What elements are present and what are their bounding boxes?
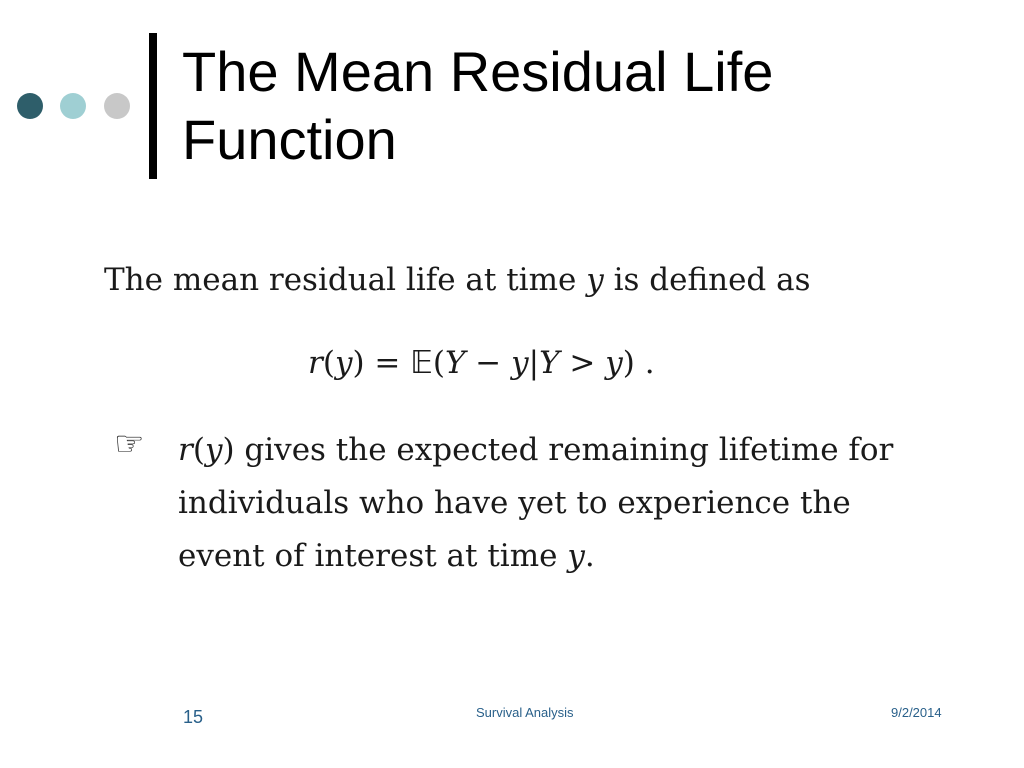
formula-open-2: ( bbox=[432, 345, 445, 381]
bullet-r: r bbox=[178, 432, 193, 468]
bullet-line-3-prefix: event of interest at time bbox=[178, 538, 568, 574]
pointing-hand-icon: ☞ bbox=[114, 424, 145, 464]
dot-mid-icon bbox=[60, 93, 86, 119]
formula-y-1: y bbox=[334, 345, 353, 381]
formula-Y-1: Y bbox=[444, 345, 466, 381]
bullet-explanation bbox=[178, 424, 968, 583]
mean-residual-life-formula bbox=[308, 343, 655, 383]
formula-open-1: ( bbox=[322, 345, 335, 381]
slide-title bbox=[182, 38, 982, 174]
bullet-line-2: individuals who have yet to experience the bbox=[178, 485, 851, 521]
formula-minus: − bbox=[465, 345, 512, 381]
formula-y-2: y bbox=[511, 345, 529, 381]
formula-Y-2: Y bbox=[539, 345, 560, 381]
bullet-line-3 bbox=[178, 530, 968, 583]
intro-suffix: is defined as bbox=[603, 262, 811, 298]
footer-title: Survival Analysis bbox=[476, 705, 574, 720]
formula-y-3: y bbox=[605, 345, 623, 381]
bullet-line-1-text: gives the expected remaining lifetime for bbox=[234, 432, 894, 468]
intro-variable: y bbox=[586, 262, 604, 298]
title-divider-bar bbox=[149, 33, 157, 179]
intro-prefix: The mean residual life at time bbox=[104, 262, 587, 298]
formula-r: r bbox=[308, 345, 323, 381]
bullet-open: ( bbox=[192, 432, 205, 468]
slide-number: 15 bbox=[183, 707, 204, 727]
formula-bar: | bbox=[528, 345, 540, 381]
bullet-line-3-suffix: . bbox=[584, 538, 595, 574]
definition-intro bbox=[104, 260, 811, 300]
bullet-line-1 bbox=[178, 424, 968, 477]
slide-title-line-2: Function bbox=[182, 108, 397, 171]
formula-close-2: ) . bbox=[622, 345, 655, 381]
formula-gt: > bbox=[559, 345, 606, 381]
footer-date: 9/2/2014 bbox=[891, 705, 942, 720]
formula-close-1: ) = bbox=[352, 345, 411, 381]
bullet-y: y bbox=[204, 432, 223, 468]
dot-light-icon bbox=[104, 93, 130, 119]
dot-dark-icon bbox=[17, 93, 43, 119]
bullet-line-3-variable: y bbox=[567, 538, 585, 574]
slide-title-line-1: The Mean Residual Life bbox=[182, 40, 774, 103]
bullet-close: ) bbox=[222, 432, 235, 468]
expectation-symbol: 𝔼 bbox=[410, 345, 433, 381]
